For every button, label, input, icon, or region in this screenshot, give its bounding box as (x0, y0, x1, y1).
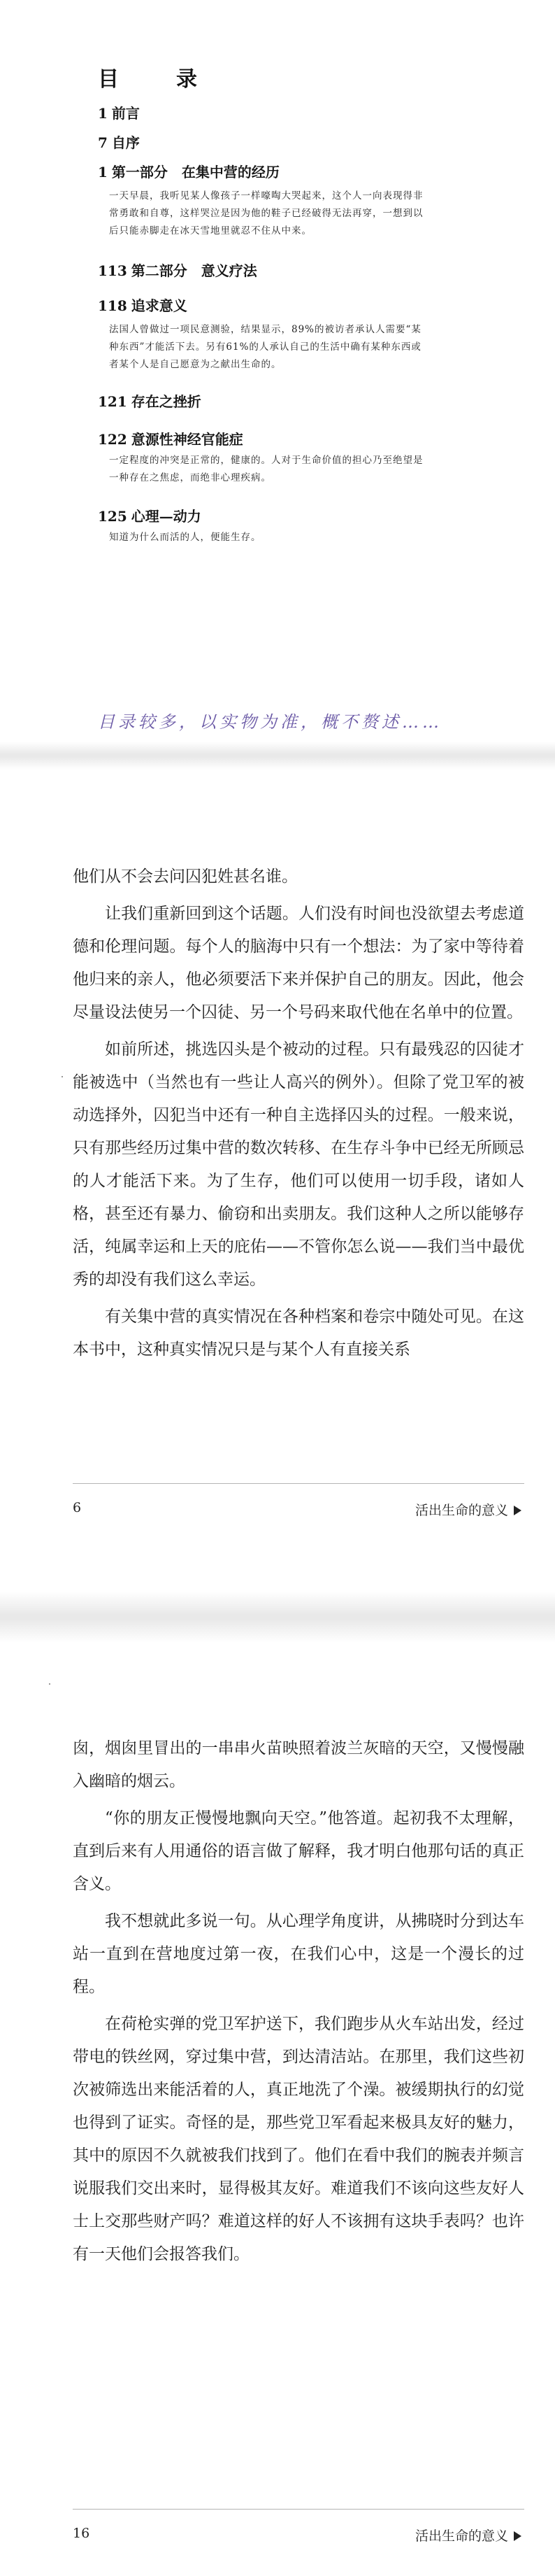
page-body (73, 861, 524, 1371)
toc-entry-title: 第二部分 意义疗法 (131, 262, 257, 279)
toc-entry-description: 法国人曾做过一项民意测验，结果显示，89%的被访者承认人需要“某种东西”才能活下去。另有61%的人承认自己的生活中确有某种东西或者某个人是自己愿意为之献出生命的。 (109, 324, 421, 370)
book-page-16 (0, 1643, 555, 2576)
toc-entry-title: 前言 (111, 105, 140, 122)
toc-entry-title: 意源性神经官能症 (131, 431, 243, 448)
toc-page-number: 122 (98, 431, 127, 448)
book-title: 活出生命的意义 (415, 2528, 508, 2544)
footer-rule (73, 2509, 524, 2510)
page-separator (0, 742, 555, 770)
book-title: 活出生命的意义 (415, 1503, 508, 1518)
triangle-right-icon (514, 1506, 521, 1515)
toc-entry-description: 一天早晨，我听见某人像孩子一样嚎啕大哭起来，这个人一向表现得非常勇敢和自尊，这样哭泣是因为他的鞋子已经破得无法再穿，一想到以后只能赤脚走在冰天雪地里就忍不住从中来。 (109, 190, 424, 236)
running-footer (415, 2526, 521, 2545)
paragraph: 有关集中营的真实情况在各种档案和卷宗中随处可见。在这本书中，这种真实情况只是与某个人有直接关系 (73, 1308, 524, 1359)
handwritten-note: 目录较多，以实物为准，概不赘述…… (98, 712, 442, 732)
toc-title: 目 录 (98, 67, 215, 92)
page-body (73, 1732, 524, 2275)
footer-rule (73, 1483, 524, 1484)
toc-entry-title: 自序 (111, 134, 140, 151)
toc-entry-heading (98, 296, 461, 316)
toc-entry-title: 第一部分 在集中营的经历 (111, 164, 280, 181)
paragraph: “你的朋友正慢慢地飘向天空。”他答道。起初我不太理解，直到后来有人用通俗的语言做了解释，我才明白他那句话的真正含义。 (73, 1809, 524, 1893)
toc-entry-heading (98, 430, 461, 449)
paragraph: 让我们重新回到这个话题。人们没有时间也没欲望去考虑道德和伦理问题。每个人的脑海中只有一个想法：为了家中等待着他归来的亲人，他必须要活下来并保护自己的朋友。因此，他会尽量设法使另一个囚徒、另一个号码来取代他在名单中的位置。 (73, 905, 524, 1021)
toc-list (98, 104, 461, 556)
toc-entry-title: 追求意义 (131, 297, 187, 314)
toc-entry (98, 430, 461, 487)
toc-entry (98, 296, 461, 374)
toc-page-number: 7 (98, 134, 108, 151)
toc-page (0, 0, 555, 742)
page-separator (0, 1592, 555, 1643)
toc-page-number: 1 (98, 105, 108, 122)
page-number: 6 (73, 1500, 82, 1515)
toc-entry-heading (98, 104, 461, 123)
paragraph: 如前所述，挑选囚头是个被动的过程。只有最残忍的囚徒才能被选中（当然也有一些让人高兴的例外）。但除了党卫军的被动选择外，囚犯当中还有一种自主选择囚头的过程。一般来说，只有那些经历过集中营的数次转移、在生存斗争中已经无所顾忌的人才能活下来。为了生存，他们可以使用一切手段，诸如人格，甚至还有暴力、偷窃和出卖朋友。我们这种人之所以能够存活，纯属幸运和上天的庇佑——不管你怎么说——我们当中最优秀的却没有我们这么幸运。 (73, 1040, 524, 1289)
toc-entry (98, 133, 461, 153)
toc-entry-heading (98, 261, 461, 281)
paragraph: 我不想就此多说一句。从心理学角度讲，从拂晓时分到达车站一直到在营地度过第一夜，在我们心中，这是一个漫长的过程。 (73, 1912, 524, 1996)
toc-entry (98, 507, 461, 546)
toc-entry-title: 存在之挫折 (131, 393, 201, 410)
toc-entry-heading (98, 507, 461, 526)
toc-page-number: 118 (98, 297, 127, 314)
toc-entry-heading (98, 133, 461, 153)
toc-entry (98, 104, 461, 123)
page-number: 16 (73, 2526, 90, 2541)
book-page-6 (0, 770, 555, 1592)
paragraph: 他们从不会去问囚犯姓甚名谁。 (73, 868, 298, 886)
toc-entry-description: 一定程度的冲突是正常的，健康的。人对于生命价值的担心乃至绝望是一种存在之焦虑，而绝非心理疾病。 (109, 455, 424, 483)
toc-entry-heading (98, 392, 461, 411)
toc-entry-heading (98, 162, 461, 182)
toc-entry (98, 392, 461, 411)
running-footer (415, 1500, 521, 1519)
toc-page-number: 1 (98, 164, 108, 181)
scan-speck (62, 1076, 63, 1077)
paragraph: 囱，烟囱里冒出的一串串火苗映照着波兰灰暗的天空，又慢慢融入幽暗的烟云。 (73, 1739, 524, 1790)
toc-page-number: 125 (98, 508, 127, 525)
paragraph: 在荷枪实弹的党卫军护送下，我们跑步从火车站出发，经过带电的铁丝网，穿过集中营，到达清洁站。在那里，我们这些初次被筛选出来能活着的人，真正地洗了个澡。被缓期执行的幻觉也得到了证实。奇怪的是，那些党卫军看起来极具友好的魅力，其中的原因不久就被我们找到了。他们在看中我们的腕表并频言说服我们交出来时，显得极其友好。难道我们不该向这些友好人士上交那些财产吗？难道这样的好人不该拥有这块手表吗？也许有一天他们会报答我们。 (73, 2015, 524, 2263)
toc-page-number: 113 (98, 262, 127, 279)
triangle-right-icon (514, 2531, 521, 2541)
toc-page-number: 121 (98, 393, 127, 410)
scan-speck (49, 1683, 50, 1685)
toc-entry-title: 心理—动力 (131, 508, 201, 525)
toc-entry (98, 261, 461, 281)
toc-entry-description: 知道为什么而活的人，便能生存。 (109, 532, 261, 543)
toc-entry (98, 162, 461, 240)
